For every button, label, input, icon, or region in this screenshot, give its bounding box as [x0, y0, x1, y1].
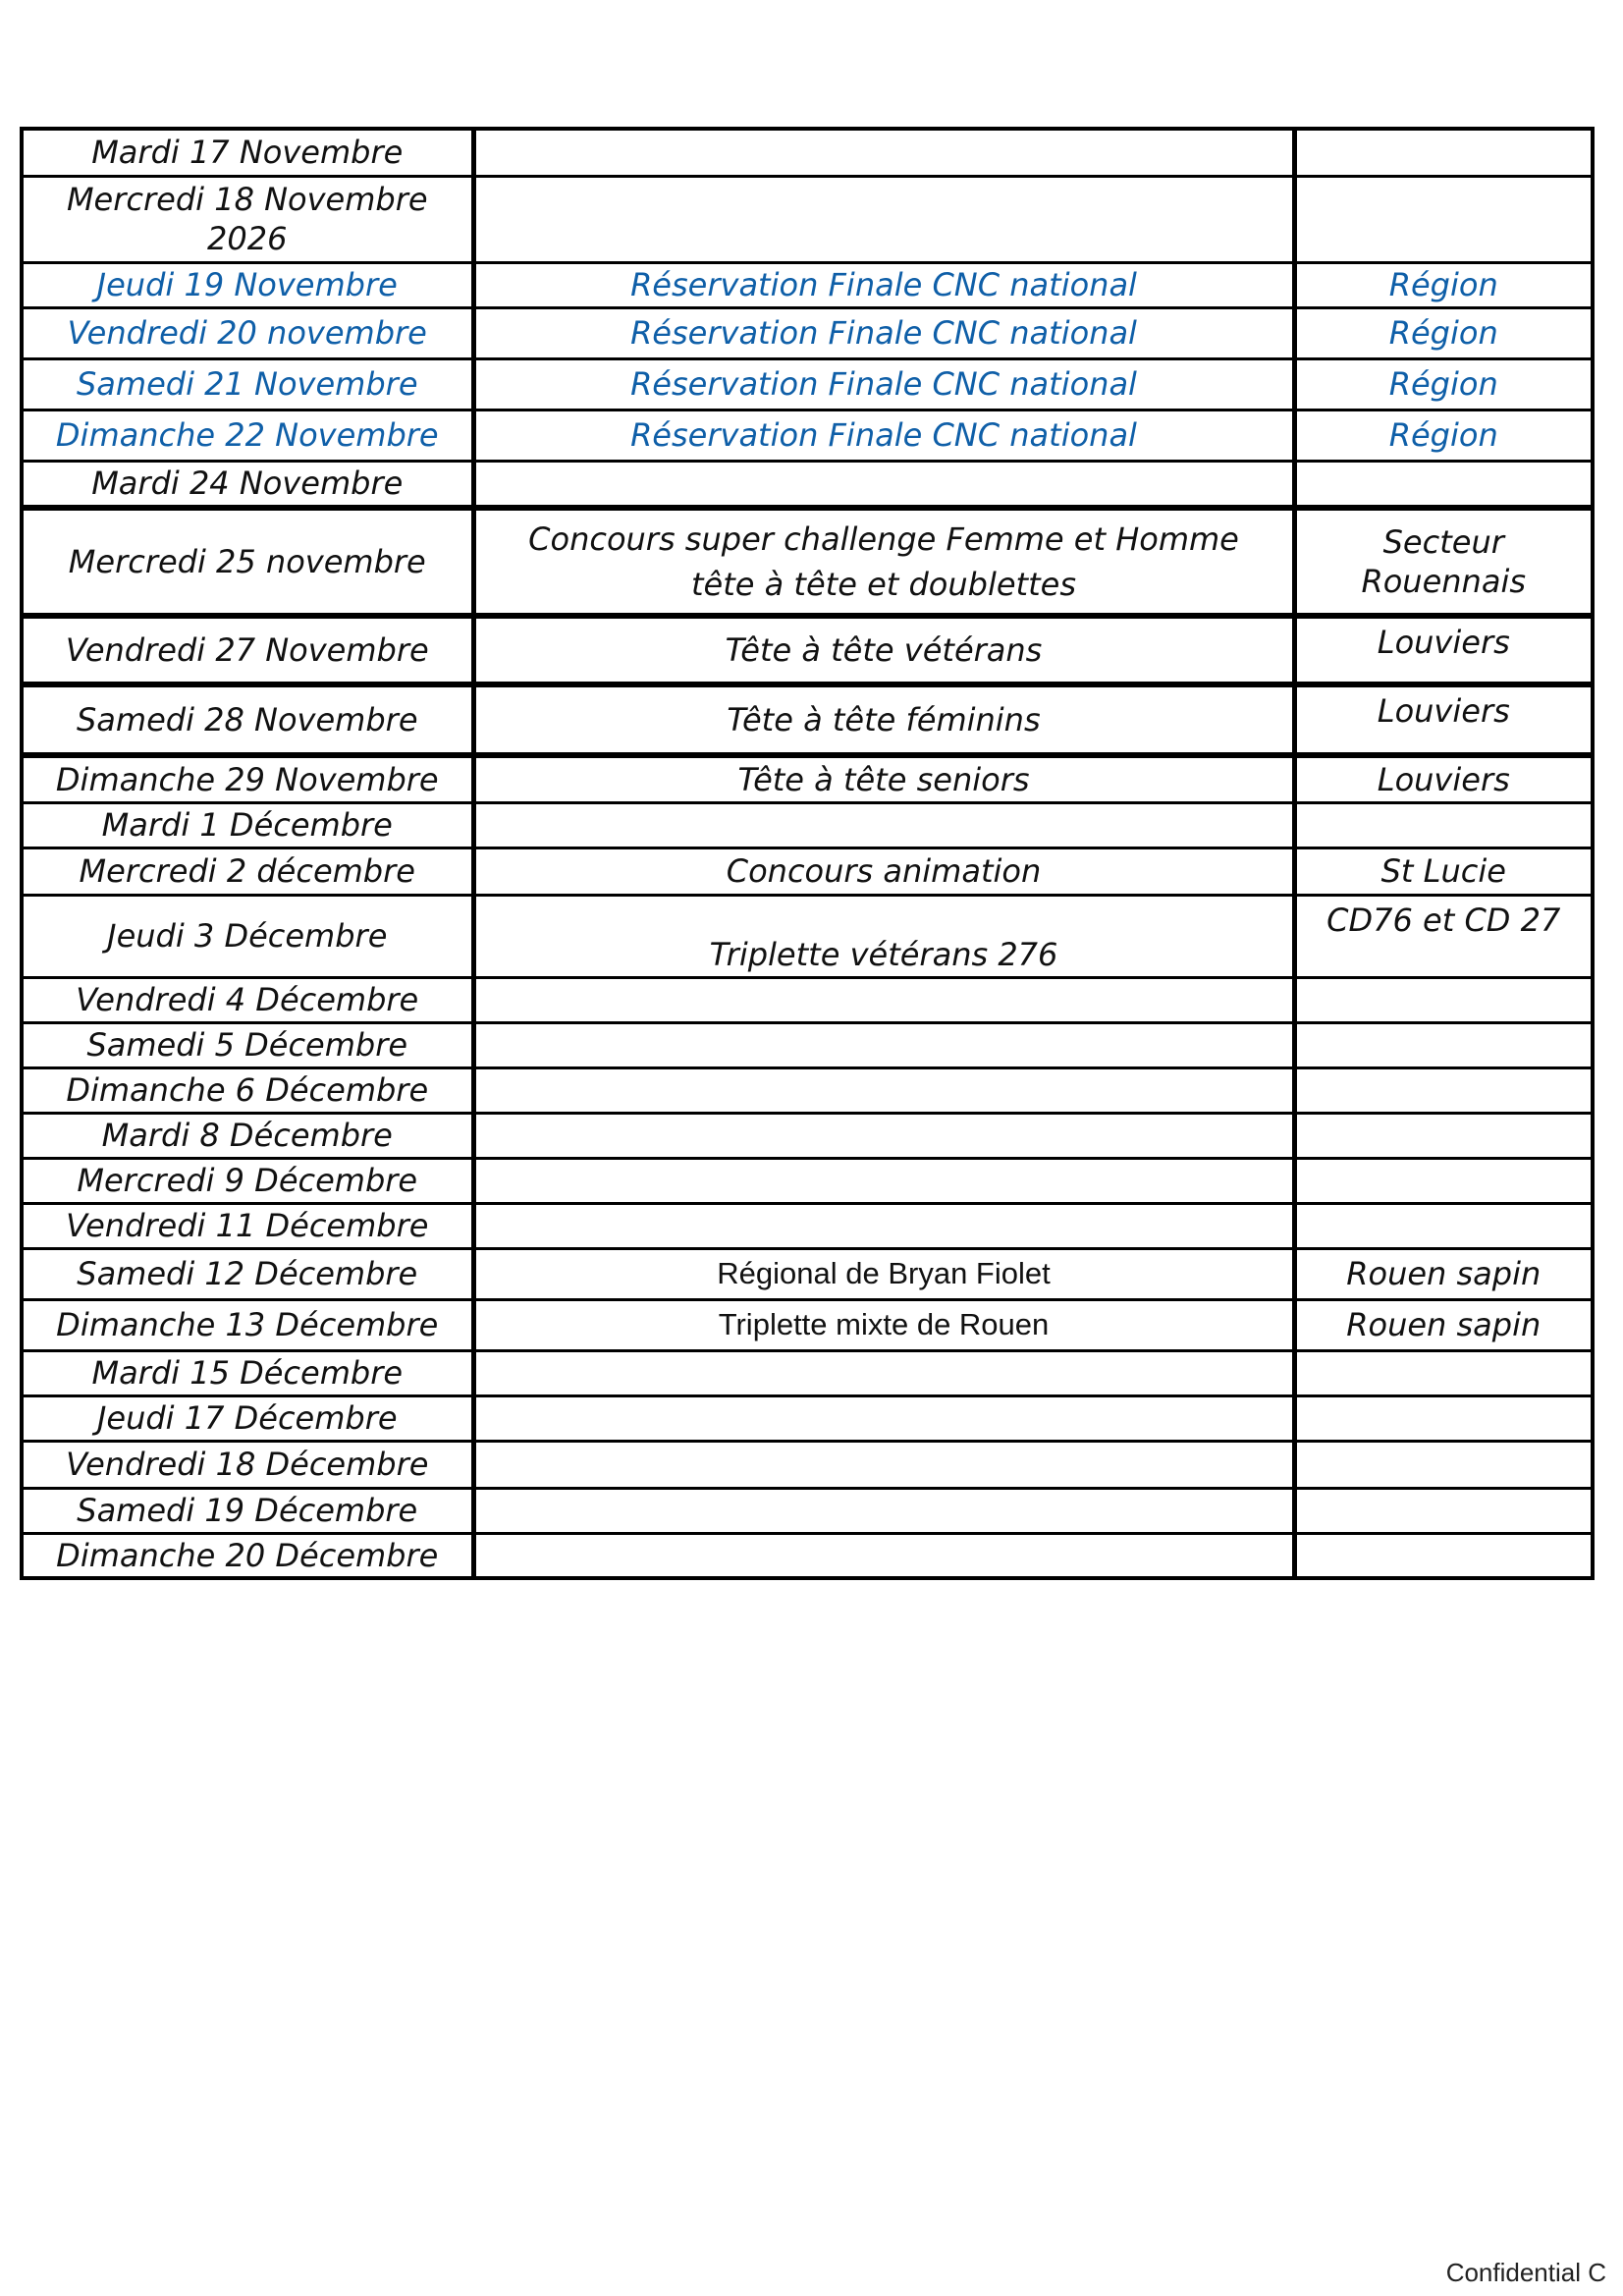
- place-cell: [1294, 1203, 1593, 1248]
- schedule-body: [22, 129, 1593, 1578]
- date-cell: Samedi 28 Novembre: [22, 684, 473, 755]
- table-row: [22, 1158, 1593, 1203]
- table-row: [22, 1350, 1593, 1395]
- table-row: [22, 1395, 1593, 1441]
- place-cell: [1294, 461, 1593, 508]
- event-line: Concours super challenge Femme et Homme: [528, 520, 1239, 558]
- date-cell: Mercredi 25 novembre: [22, 508, 473, 616]
- date-cell: Samedi 19 Décembre: [22, 1488, 473, 1533]
- date-cell: Mardi 8 Décembre: [22, 1113, 473, 1158]
- event-cell: Triplette mixte de Rouen: [473, 1299, 1294, 1350]
- table-row: [22, 129, 1593, 176]
- date-cell: Mercredi 2 décembre: [22, 847, 473, 895]
- place-cell: [1294, 802, 1593, 847]
- event-cell: Réservation Finale CNC national: [473, 262, 1294, 307]
- place-cell: CD76 et CD 27: [1294, 895, 1593, 977]
- table-row: [22, 262, 1593, 307]
- event-cell: [473, 977, 1294, 1022]
- place-cell: Région: [1294, 410, 1593, 461]
- date-cell: Mardi 1 Décembre: [22, 802, 473, 847]
- table-row: [22, 307, 1593, 358]
- place-cell: [1294, 176, 1593, 262]
- event-cell: Tête à tête vétérans: [473, 616, 1294, 684]
- date-cell: Vendredi 11 Décembre: [22, 1203, 473, 1248]
- event-cell: Concours animation: [473, 847, 1294, 895]
- table-row: [22, 684, 1593, 755]
- place-cell: Région: [1294, 262, 1593, 307]
- event-cell: [473, 1067, 1294, 1113]
- date-cell: Dimanche 20 Décembre: [22, 1533, 473, 1578]
- table-row: [22, 1441, 1593, 1488]
- event-cell: [473, 1158, 1294, 1203]
- place-line: Rouennais: [1361, 563, 1526, 600]
- event-cell: [473, 1113, 1294, 1158]
- place-cell: [1294, 508, 1593, 616]
- date-line: Mercredi 18 Novembre: [66, 181, 428, 218]
- table-row: [22, 1203, 1593, 1248]
- place-cell: [1294, 129, 1593, 176]
- table-row: [22, 508, 1593, 616]
- date-cell: Dimanche 6 Décembre: [22, 1067, 473, 1113]
- table-row: [22, 1113, 1593, 1158]
- place-cell: [1294, 1533, 1593, 1578]
- event-cell: [473, 1395, 1294, 1441]
- table-row: [22, 847, 1593, 895]
- place-cell: [1294, 1067, 1593, 1113]
- table-row: [22, 1067, 1593, 1113]
- event-cell: [473, 1350, 1294, 1395]
- table-row: [22, 1022, 1593, 1067]
- table-row: [22, 1299, 1593, 1350]
- event-cell: [473, 461, 1294, 508]
- place-cell: Rouen sapin: [1294, 1248, 1593, 1299]
- event-cell: Tête à tête seniors: [473, 755, 1294, 802]
- date-cell: Mardi 15 Décembre: [22, 1350, 473, 1395]
- date-cell: Jeudi 19 Novembre: [22, 262, 473, 307]
- place-cell: [1294, 1158, 1593, 1203]
- date-cell: Mardi 24 Novembre: [22, 461, 473, 508]
- table-row: [22, 1248, 1593, 1299]
- place-cell: Rouen sapin: [1294, 1299, 1593, 1350]
- date-cell: Vendredi 20 novembre: [22, 307, 473, 358]
- event-cell: [473, 508, 1294, 616]
- date-cell: Vendredi 27 Novembre: [22, 616, 473, 684]
- place-cell: [1294, 1022, 1593, 1067]
- place-cell: [1294, 1441, 1593, 1488]
- date-cell: Dimanche 29 Novembre: [22, 755, 473, 802]
- date-cell: Dimanche 13 Décembre: [22, 1299, 473, 1350]
- event-cell: [473, 802, 1294, 847]
- event-cell: [473, 1022, 1294, 1067]
- place-cell: [1294, 977, 1593, 1022]
- place-cell: Louviers: [1294, 755, 1593, 802]
- place-cell: Région: [1294, 307, 1593, 358]
- event-cell: [473, 176, 1294, 262]
- place-cell: St Lucie: [1294, 847, 1593, 895]
- event-cell: Réservation Finale CNC national: [473, 358, 1294, 410]
- place-cell: Région: [1294, 358, 1593, 410]
- table-row: [22, 895, 1593, 977]
- event-line: tête à tête et doublettes: [691, 566, 1076, 603]
- date-cell: Samedi 5 Décembre: [22, 1022, 473, 1067]
- table-row: [22, 410, 1593, 461]
- place-cell: [1294, 1488, 1593, 1533]
- event-cell: Réservation Finale CNC national: [473, 410, 1294, 461]
- table-row: [22, 1488, 1593, 1533]
- schedule-table: [20, 127, 1595, 1580]
- date-cell: Mardi 17 Novembre: [22, 129, 473, 176]
- event-cell: [473, 1441, 1294, 1488]
- date-cell: [22, 176, 473, 262]
- table-row: [22, 1533, 1593, 1578]
- confidentiality-label: Confidential C: [1445, 2258, 1606, 2287]
- date-cell: Mercredi 9 Décembre: [22, 1158, 473, 1203]
- table-row: [22, 616, 1593, 684]
- table-row: [22, 977, 1593, 1022]
- table-row: [22, 176, 1593, 262]
- place-cell: [1294, 1113, 1593, 1158]
- event-cell: Régional de Bryan Fiolet: [473, 1248, 1294, 1299]
- date-cell: Jeudi 17 Décembre: [22, 1395, 473, 1441]
- event-cell: [473, 1533, 1294, 1578]
- date-line: 2026: [207, 220, 288, 257]
- event-cell: [473, 129, 1294, 176]
- event-cell: [473, 1488, 1294, 1533]
- place-line: Secteur: [1382, 523, 1504, 561]
- event-cell: Triplette vétérans 276: [473, 895, 1294, 977]
- date-cell: Vendredi 18 Décembre: [22, 1441, 473, 1488]
- date-cell: Jeudi 3 Décembre: [22, 895, 473, 977]
- table-row: [22, 358, 1593, 410]
- place-cell: Louviers: [1294, 684, 1593, 755]
- table-row: [22, 755, 1593, 802]
- date-cell: Dimanche 22 Novembre: [22, 410, 473, 461]
- place-cell: [1294, 1350, 1593, 1395]
- place-cell: [1294, 1395, 1593, 1441]
- event-cell: [473, 1203, 1294, 1248]
- date-cell: Samedi 12 Décembre: [22, 1248, 473, 1299]
- event-cell: Tête à tête féminins: [473, 684, 1294, 755]
- place-cell: Louviers: [1294, 616, 1593, 684]
- event-cell: Réservation Finale CNC national: [473, 307, 1294, 358]
- table-row: [22, 802, 1593, 847]
- table-row: [22, 461, 1593, 508]
- date-cell: Vendredi 4 Décembre: [22, 977, 473, 1022]
- date-cell: Samedi 21 Novembre: [22, 358, 473, 410]
